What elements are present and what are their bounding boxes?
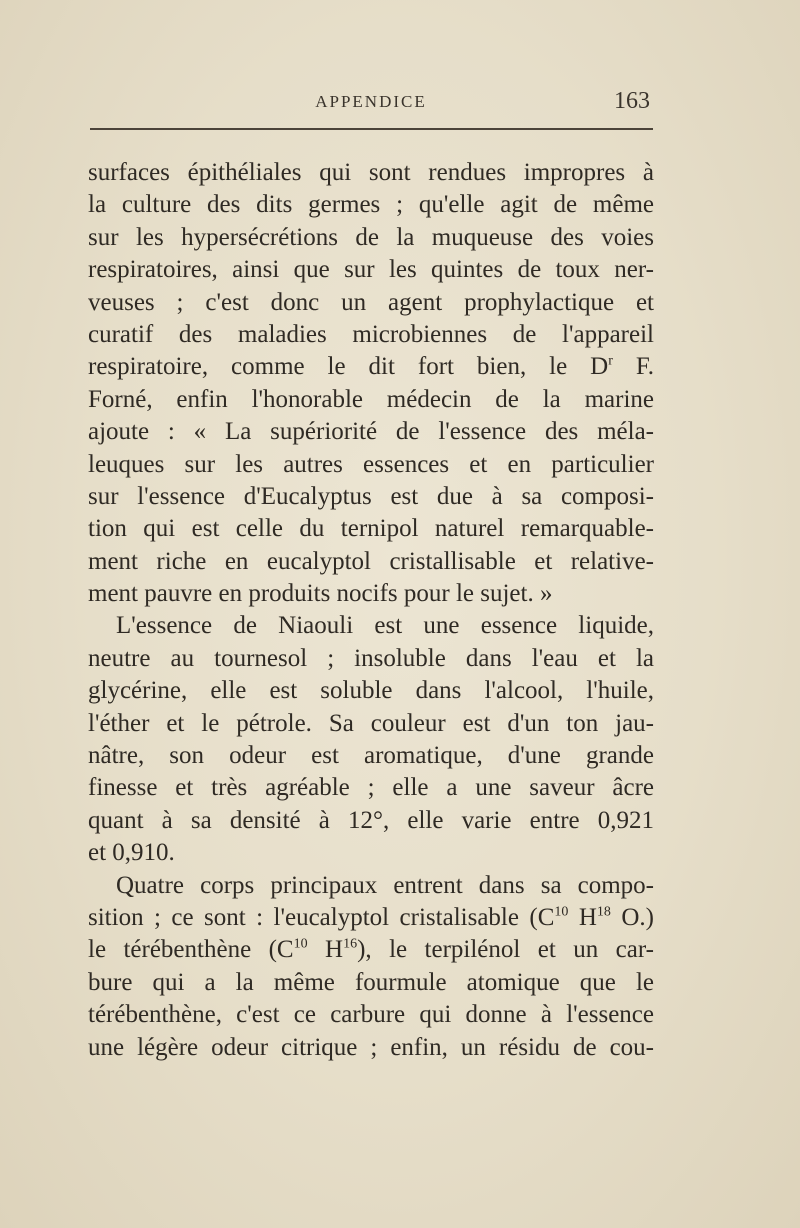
text-fragment: respiratoire, comme le dit fort bien, le D xyxy=(88,353,609,381)
page-header xyxy=(88,88,654,122)
text-line: glycérine, elle est soluble dans l'alcool, l'huile, xyxy=(88,677,654,705)
text-line: veuses ; c'est donc un agent prophylactique et xyxy=(88,288,654,316)
text-line: quant à sa densité à 12°, elle varie entre 0,921 xyxy=(88,806,654,834)
header-rule xyxy=(90,128,653,130)
text-fragment: F. xyxy=(612,353,654,381)
body-text xyxy=(88,157,654,1064)
text-line: ment riche en eucalyptol cristallisable et relative- xyxy=(88,547,654,575)
text-line: Forné, enfin l'honorable médecin de la marine xyxy=(88,385,654,413)
text-line: nâtre, son odeur est aromatique, d'une grande xyxy=(88,742,654,770)
text-fragment: O.) xyxy=(610,903,654,931)
text-line xyxy=(88,351,654,383)
page-number: 163 xyxy=(614,88,650,114)
text-line: une légère odeur citrique ; enfin, un résidu de cou- xyxy=(88,1033,654,1061)
text-line: l'éther et le pétrole. Sa couleur est d'un ton jau- xyxy=(88,709,654,737)
text-line xyxy=(88,934,654,966)
superscript: 16 xyxy=(343,937,358,953)
text-line: respiratoires, ainsi que sur les quintes de toux ner- xyxy=(88,256,654,284)
text-line: la culture des dits germes ; qu'elle agit de même xyxy=(88,191,654,219)
superscript: 10 xyxy=(293,937,308,953)
running-title: APPENDICE xyxy=(315,92,427,111)
text-line: finesse et très agréable ; elle a une saveur âcre xyxy=(88,774,654,802)
text-line: L'essence de Niaouli est une essence liquide, xyxy=(116,612,654,640)
superscript: 18 xyxy=(596,904,611,920)
text-line: sur les hypersécrétions de la muqueuse des voies xyxy=(88,223,654,251)
text-line: ment pauvre en produits nocifs pour le sujet. » xyxy=(88,580,553,608)
text-line: tion qui est celle du ternipol naturel remarquable- xyxy=(88,515,654,543)
text-line: Quatre corps principaux entrent dans sa compo- xyxy=(116,871,654,899)
text-fragment: le térébenthène (C xyxy=(88,936,294,964)
text-fragment: ), le terpilénol et un car- xyxy=(357,936,654,964)
text-line: surfaces épithéliales qui sont rendues impropres à xyxy=(88,159,654,186)
text-fragment: H xyxy=(307,936,344,964)
text-line: ajoute : « La supériorité de l'essence des méla- xyxy=(88,418,654,446)
text-line: et 0,910. xyxy=(88,839,175,867)
text-line xyxy=(88,902,654,934)
text-line: sur l'essence d'Eucalyptus est due à sa composi- xyxy=(88,482,654,510)
text-line: térébenthène, c'est ce carbure qui donne à l'essence xyxy=(88,1001,654,1029)
text-line: leuques sur les autres essences et en particulier xyxy=(88,450,654,478)
text-line: curatif des maladies microbiennes de l'appareil xyxy=(88,320,654,348)
text-line: neutre au tournesol ; insoluble dans l'eau et la xyxy=(88,644,654,672)
text-fragment: sition ; ce sont : l'eucalyptol cristalisable (C xyxy=(88,903,555,931)
text-fragment: H xyxy=(568,903,597,931)
superscript: 10 xyxy=(554,904,569,920)
text-line: bure qui a la même fourmule atomique que le xyxy=(88,968,654,996)
superscript: r xyxy=(608,354,613,370)
